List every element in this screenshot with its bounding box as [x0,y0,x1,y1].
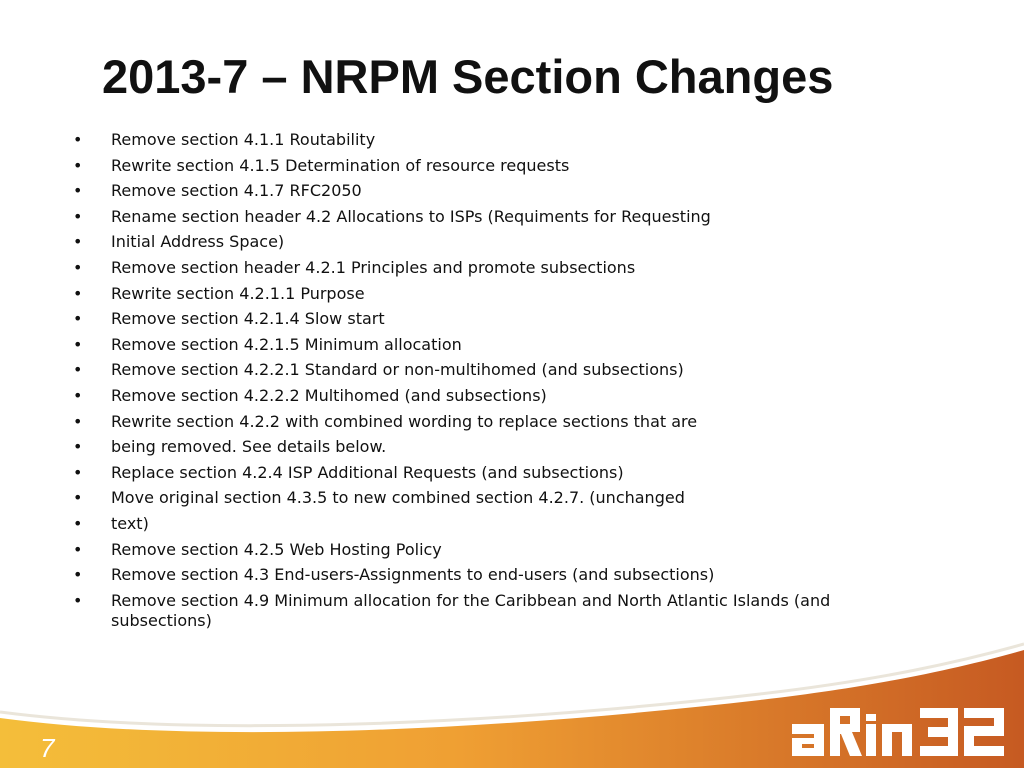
bullet-text: Remove section 4.2.2.2 Multihomed (and subsections) [111,385,547,405]
bullet-text: text) [111,513,149,533]
bullet-marker: • [73,590,83,610]
bullet-marker: • [73,565,83,585]
bullet-text: Rewrite section 4.2.1.1 Purpose [111,283,365,303]
bullet-text: Remove section 4.2.5 Web Hosting Policy [111,539,442,559]
bullet-text: Move original section 4.3.5 to new combined section 4.2.7. (unchanged [111,488,685,508]
bullet-marker: • [73,360,83,380]
bullet-text: Remove section 4.3 End-users-Assignments to end-users (and subsections) [111,565,715,585]
bullet-text: Remove section 4.9 Minimum allocation for the Caribbean and North Atlantic Islands (and subsections) [111,590,831,630]
bullet-marker: • [73,437,83,457]
bullet-text: Remove section 4.2.1.4 Slow start [111,309,385,329]
bullet-marker: • [73,155,83,175]
bullet-marker: • [73,385,83,405]
arin32-logo [788,694,1014,762]
bullet-text: Remove section 4.1.1 Routability [111,130,376,149]
bullet-text: Remove section header 4.2.1 Principles and promote subsections [111,257,636,277]
bullet-marker: • [73,283,83,303]
bullet-marker: • [73,309,83,329]
bullet-text: Replace section 4.2.4 ISP Additional Requests (and subsections) [111,462,624,482]
bullet-marker: • [73,462,83,482]
bullet-marker: • [73,334,83,354]
bullet-text: Rewrite section 4.1.5 Determination of resource requests [111,155,570,175]
bullet-marker: • [73,257,83,277]
bullet-marker: • [73,411,83,431]
bullet-marker: • [73,488,83,508]
bullet-marker: • [73,539,83,559]
bullet-marker: • [73,181,83,201]
bullet-marker: • [73,513,83,533]
bullet-marker: • [73,232,83,252]
bullet-marker: • [73,206,83,226]
bullet-text: Remove section 4.2.2.1 Standard or non-multihomed (and subsections) [111,360,684,380]
slide-title: 2013-7 – NRPM Section Changes [102,50,834,103]
bullet-text: Rewrite section 4.2.2 with combined wording to replace sections that are [111,411,698,431]
bullet-text: Rename section header 4.2 Allocations to ISPs (Requiments for Requesting [111,206,711,226]
bullet-text: being removed. See details below. [111,437,387,457]
page-number: 7 [40,733,55,763]
bullet-marker: • [73,130,83,149]
bullet-text: Remove section 4.1.7 RFC2050 [111,181,362,201]
bullet-text: Remove section 4.2.1.5 Minimum allocation [111,334,462,354]
bullet-text: Initial Address Space) [111,232,285,252]
